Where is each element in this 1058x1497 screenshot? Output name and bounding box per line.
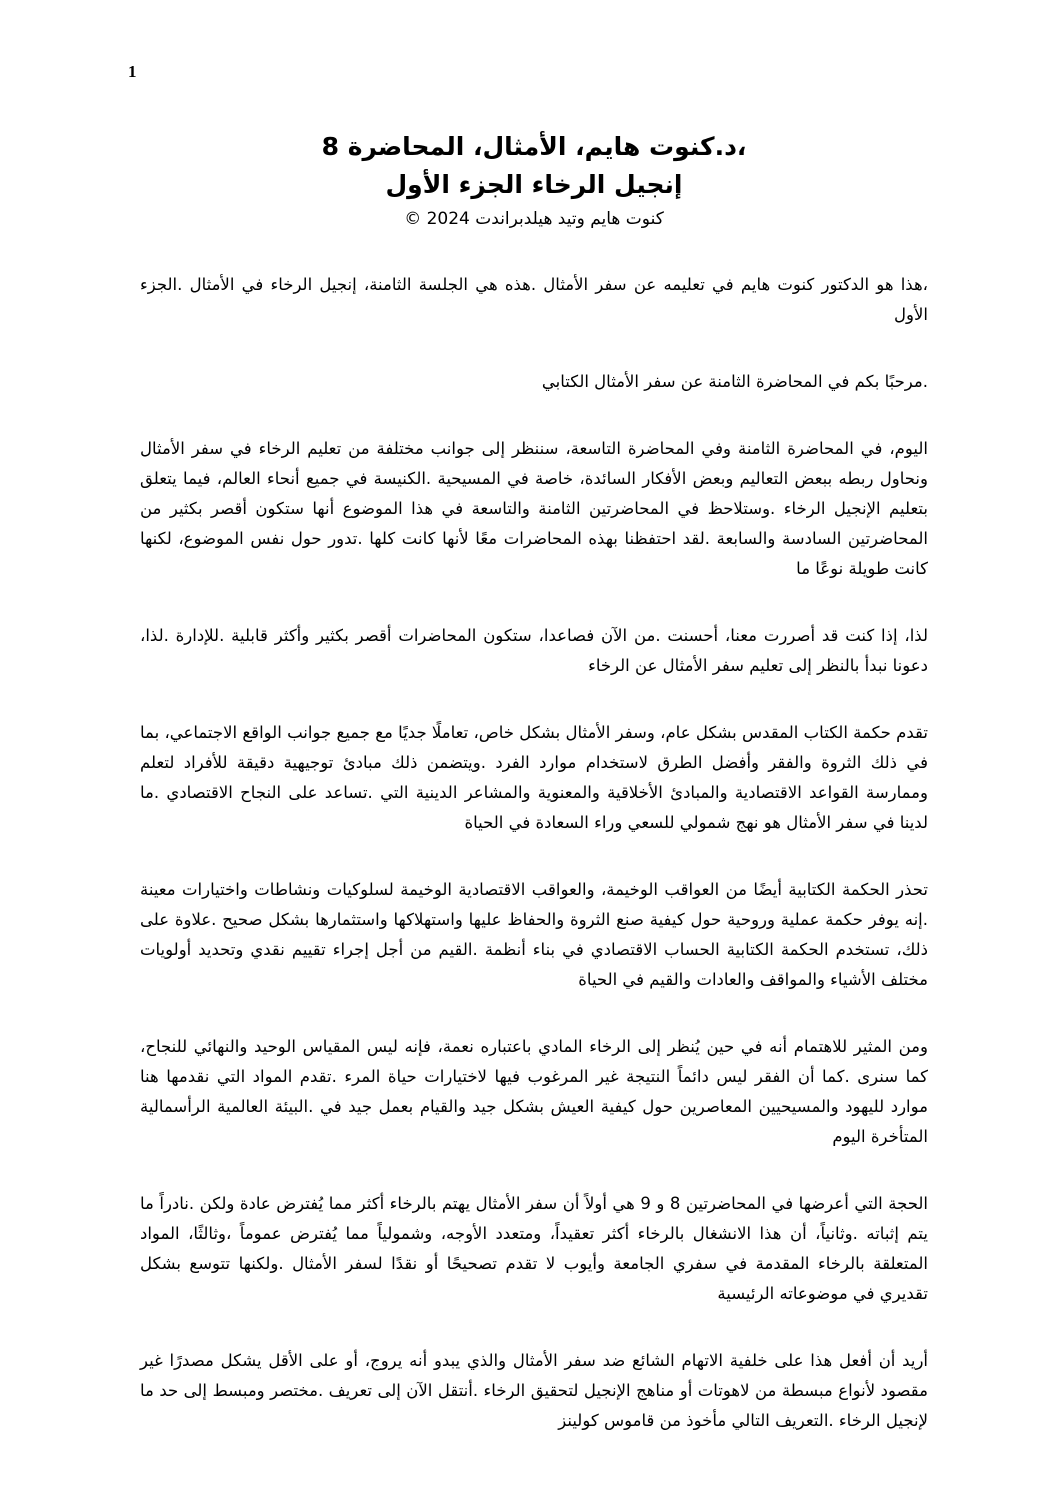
- paragraph-5: تقدم حكمة الكتاب المقدس بشكل عام، وسفر الأمثال بشكل خاص، تعاملًا جديًا مع جميع جوانب الواقع الاجتماعي، بما في ذلك الثروة والفقر وأفضل الطرق لاستخدام موارد الفرد .ويتضمن ذلك مبادئ توجيهية دقيقة للأفراد لتعلم وممارسة القواعد الاقتصادية والمبادئ الأخلاقية والمعنوية والمشاعر الدينية التي .تساعد على النجاح الاقتصادي .ما لدينا في سفر الأمثال هو نهج شمولي للسعي وراء السعادة في الحياة: [140, 723, 928, 832]
- paragraph-7: ومن المثير للاهتمام أنه في حين يُنظر إلى الرخاء المادي باعتباره نعمة، فإنه ليس المقياس الوحيد والنهائي للنجاح، كما سنرى .كما أن الفقر ليس دائماً النتيجة غير المرغوب فيها لاختيارات حياة المرء .تقدم المواد التي نقدمها هنا موارد لليهود والمسيحيين المعاصرين حول كيفية العيش بشكل جيد والقيام بعمل جيد في .البيئة العالمية الرأسمالية المتأخرة اليوم: [140, 1037, 928, 1146]
- paragraph-9: أريد أن أفعل هذا على خلفية الاتهام الشائع ضد سفر الأمثال والذي يبدو أنه يروج، أو على الأقل يشكل مصدرًا غير مقصود لأنواع مبسطة من لاهوتات أو مناهج الإنجيل لتحقيق الرخاء .أنتقل الآن إلى تعريف .مختصر ومبسط إلى حد ما لإنجيل الرخاء .التعريف التالي مأخوذ من قاموس كولينز: [140, 1351, 928, 1430]
- page-number: 1: [128, 62, 137, 81]
- paragraph-1: ،هذا هو الدكتور كنوت هايم في تعليمه عن سفر الأمثال .هذه هي الجلسة الثامنة، إنجيل الرخاء في الأمثال .الجزء الأول: [140, 275, 928, 324]
- page-title: ،د.كنوت هايم، الأمثال، المحاضرة 8: [321, 132, 747, 161]
- paragraph-3: اليوم، في المحاضرة الثامنة وفي المحاضرة التاسعة، سننظر إلى جوانب مختلفة من تعليم الرخاء في سفر الأمثال ونحاول ربطه ببعض التعاليم وبعض الأفكار السائدة، خاصة في المسيحية .الكنيسة في جميع أنحاء العالم، فيما يتعلق بتعليم الإنجيل الرخاء .وستلاحظ في المحاضرتين الثامنة والتاسعة في هذا الموضوع أنها ستكون أقصر بكثير من المحاضرتين السادسة والسابعة .لقد احتفظنا بهذه المحاضرات معًا لأنها كانت كلها .تدور حول نفس الموضوع، لكنها كانت طويلة نوعًا ما: [140, 439, 928, 578]
- document-body: [140, 128, 928, 1473]
- paragraph-4: لذا، إذا كنت قد أصررت معنا، أحسنت .من الآن فصاعدا، ستكون المحاضرات أقصر بكثير وأكثر قابلية .للإدارة .لذا، دعونا نبدأ بالنظر إلى تعليم سفر الأمثال عن الرخاء: [140, 626, 928, 675]
- paragraph-2: .مرحبًا بكم في المحاضرة الثامنة عن سفر الأمثال الكتابي: [541, 372, 928, 391]
- title-block: [140, 128, 928, 232]
- page-subtitle: إنجيل الرخاء الجزء الأول: [385, 170, 683, 199]
- paragraph-6: تحذر الحكمة الكتابية أيضًا من العواقب الوخيمة، والعواقب الاقتصادية الوخيمة لسلوكيات ونشاطات واختيارات معينة .إنه يوفر حكمة عملية وروحية حول كيفية صنع الثروة والحفاظ عليها واستهلاكها واستثمارها بشكل صحيح .علاوة على ذلك، تستخدم الحكمة الكتابية الحساب الاقتصادي في بناء أنظمة .القيم من أجل إجراء تقييم نقدي وتحديد أولويات مختلف الأشياء والمواقف والعادات والقيم في الحياة: [140, 880, 928, 989]
- paragraph-8: الحجة التي أعرضها في المحاضرتين 8 و 9 هي أولاً أن سفر الأمثال يهتم بالرخاء أكثر مما يُفترض عادة ولكن .نادراً ما يتم إثباته .وثانياً، أن هذا الانشغال بالرخاء أكثر تعقيداً، ومتعدد الأوجه، وشمولياً مما يُفترض عموماً ،وثالثًا، المواد المتعلقة بالرخاء المقدمة في سفري الجامعة وأيوب لا تقدم تصحيحًا أو نقدًا لسفر الأمثال .ولكنها تتوسع بشكل تقديري في موضوعاته الرئيسية: [140, 1194, 928, 1303]
- copyright-line: كنوت هايم وتيد هيلدبراندت 2024 ©: [404, 209, 664, 229]
